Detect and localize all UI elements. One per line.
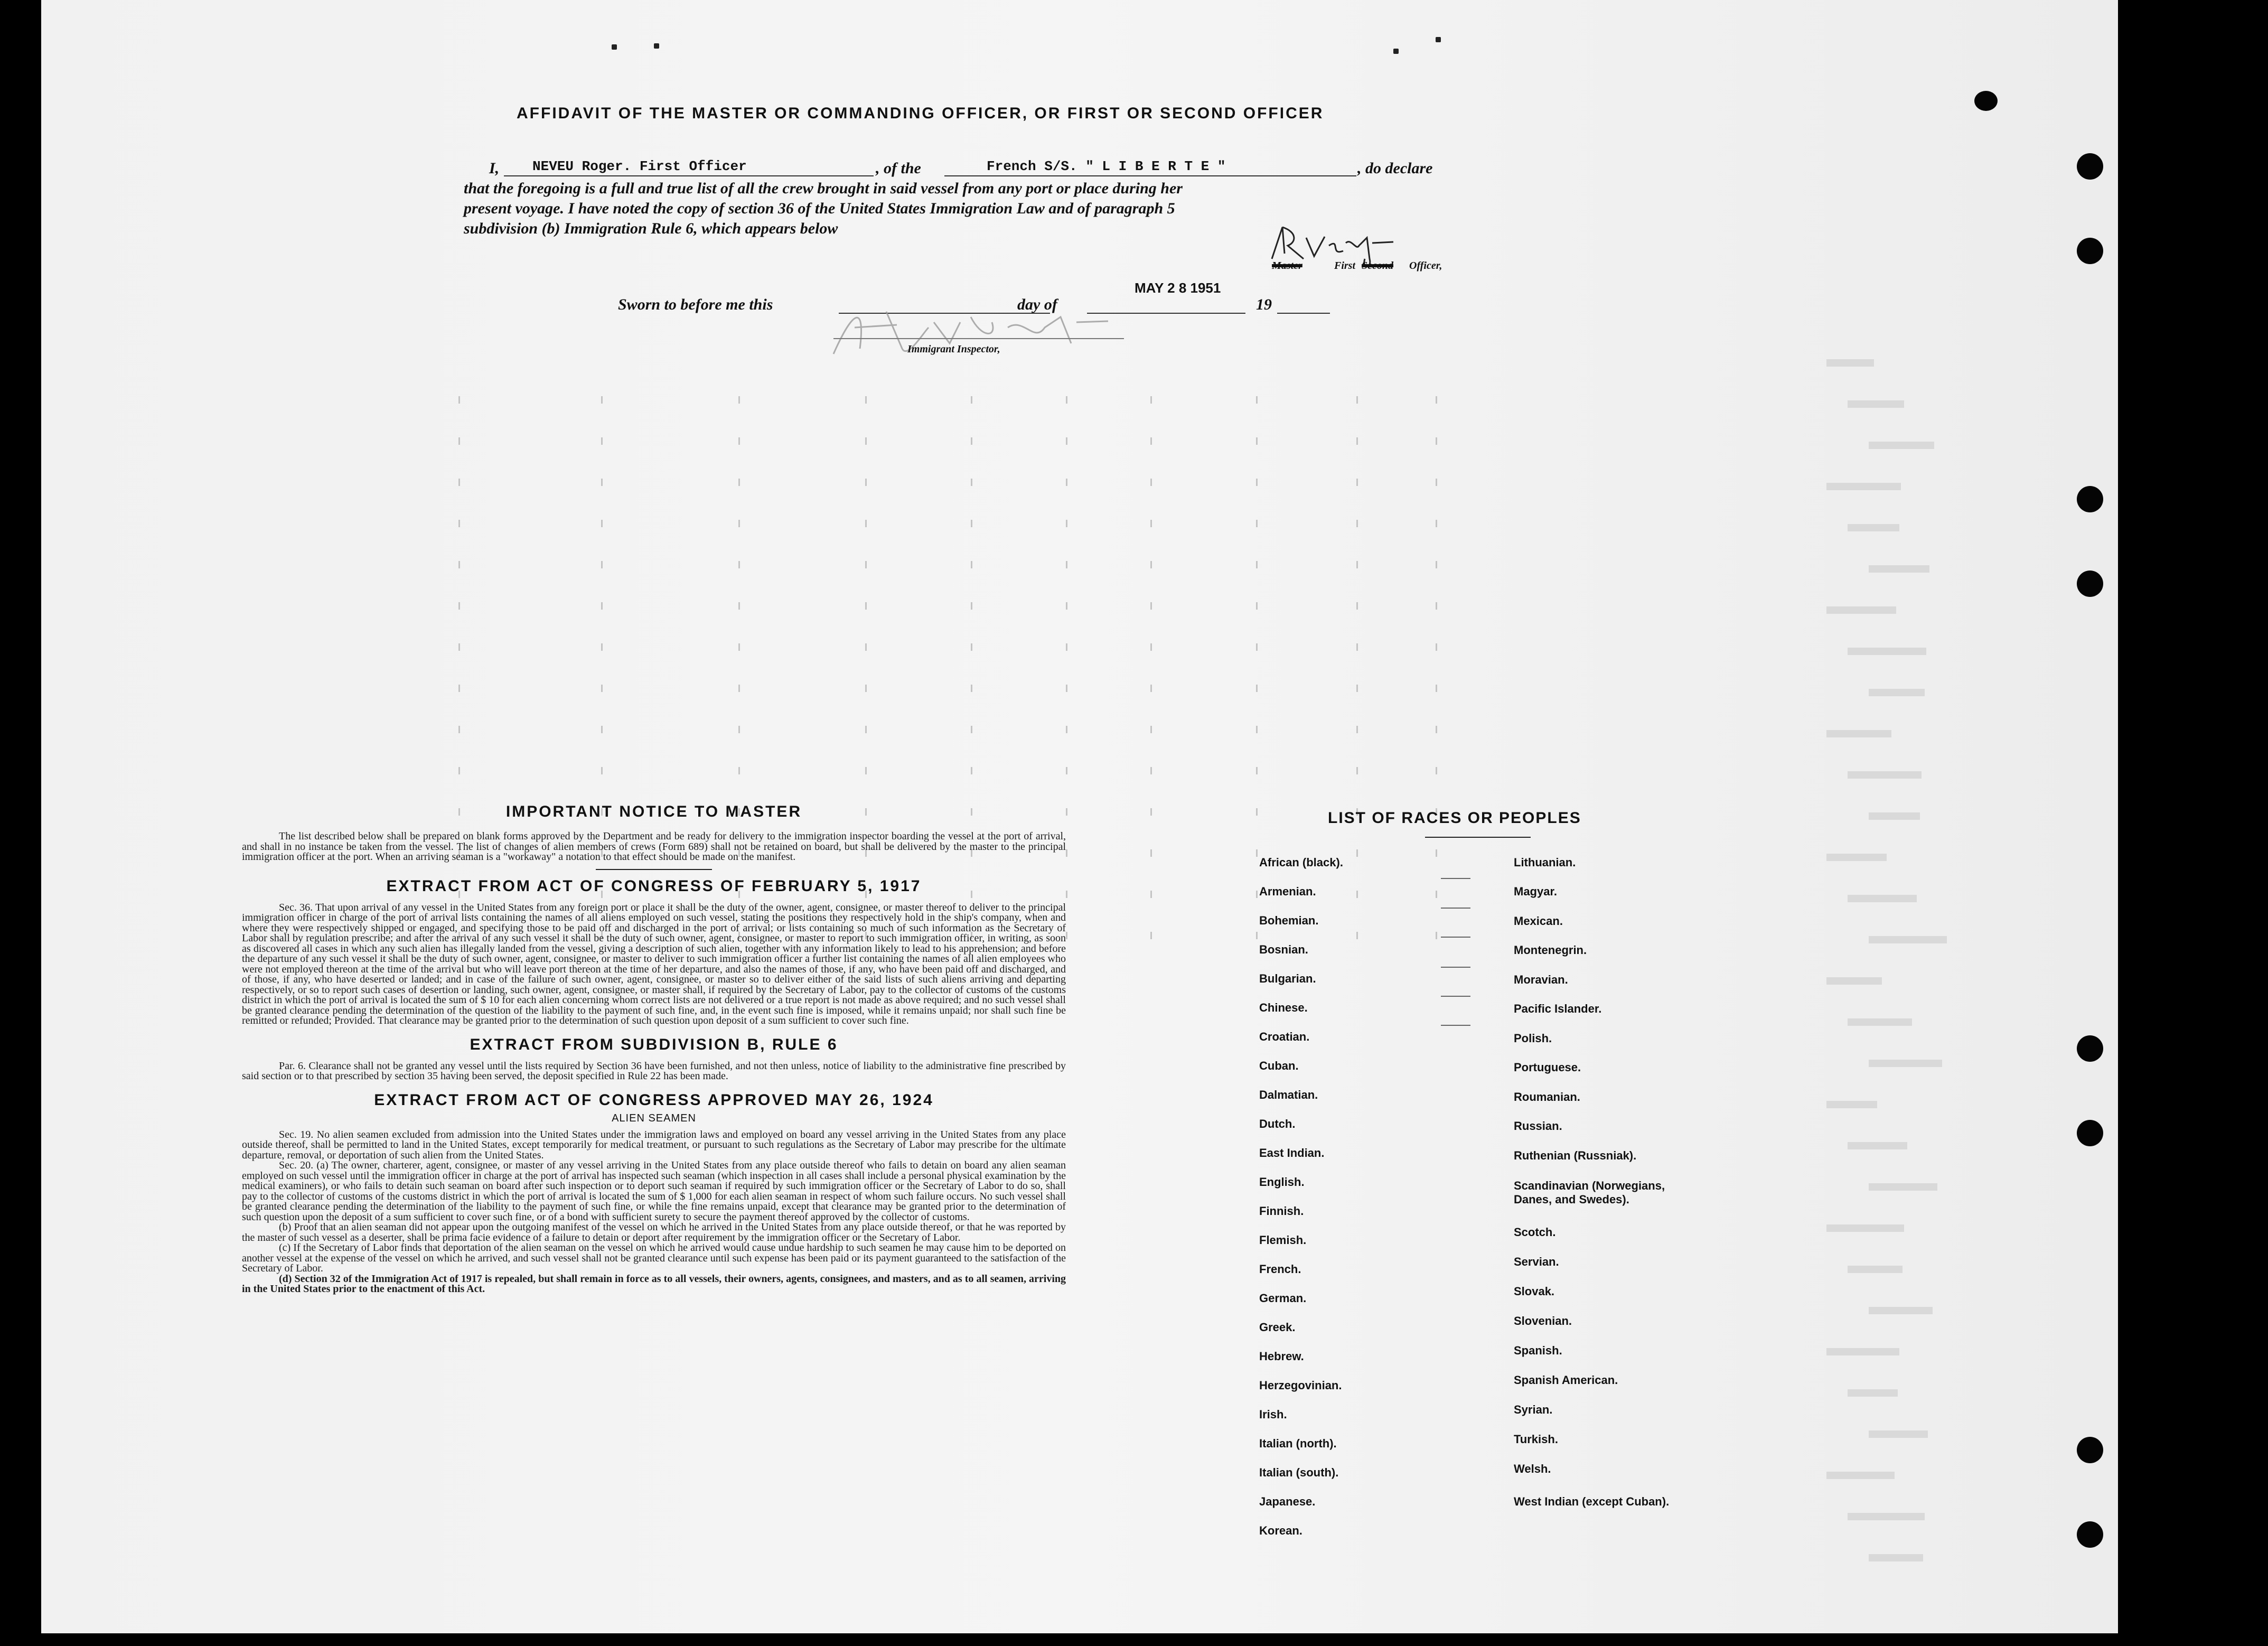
speck [1393, 49, 1399, 54]
sworn-text: Sworn to before me this [618, 296, 773, 313]
race-item-right: Spanish American. [1514, 1373, 1618, 1387]
day-of-text: day of [1017, 296, 1057, 313]
race-item-left: Chinese. [1259, 1001, 1308, 1014]
bleed-through-smudge [1848, 1018, 1912, 1026]
column-dash [1441, 908, 1470, 909]
bleed-through-tick [1256, 602, 1258, 610]
bleed-through-tick [971, 685, 972, 692]
bleed-through-tick [1436, 726, 1437, 733]
races-title: LIST OF RACES OR PEOPLES [1328, 809, 1581, 827]
bleed-through-tick [601, 602, 603, 610]
bleed-through-smudge [1826, 359, 1874, 367]
bleed-through-tick [1066, 685, 1067, 692]
punch-hole [2077, 571, 2103, 597]
race-item-right: Polish. [1514, 1032, 1552, 1045]
race-item-left: Japanese. [1259, 1495, 1316, 1508]
race-item-left: Herzegovinian. [1259, 1379, 1342, 1392]
bleed-through-tick [1436, 602, 1437, 610]
bleed-through-tick [601, 643, 603, 651]
bleed-through-tick [601, 767, 603, 774]
race-item-left: Korean. [1259, 1524, 1302, 1537]
bleed-through-smudge [1869, 442, 1934, 449]
bleed-through-tick [865, 726, 867, 733]
bleed-through-smudge [1848, 524, 1899, 531]
race-item-left: English. [1259, 1175, 1305, 1189]
bleed-through-tick [971, 437, 972, 445]
bleed-through-tick [1150, 602, 1152, 610]
bleed-through-tick [458, 685, 460, 692]
notice-title: IMPORTANT NOTICE TO MASTER [505, 803, 802, 820]
race-item-right: Magyar. [1514, 885, 1557, 898]
race-item-left: Italian (north). [1259, 1437, 1337, 1450]
punch-hole [2077, 1035, 2103, 1062]
bleed-through-tick [1150, 396, 1152, 404]
bleed-through-tick [738, 437, 740, 445]
bleed-through-tick [1066, 602, 1067, 610]
bleed-through-tick [1150, 849, 1152, 857]
bleed-through-tick [865, 685, 867, 692]
race-item-right: Scotch. [1514, 1226, 1556, 1239]
race-item-left: Greek. [1259, 1321, 1296, 1334]
extract-1924-sec19: Sec. 19. No alien seamen excluded from admission into the United States under the immigration laws and employed on board any vessel arriving in the United States from any place outside thereof, shall be permitted to land in the United States, except temporarily for medical treatment, or pursuant to such regulations as the Secretary of Labor may prescribe for the ultimate departure, removal, or deportation of such alien from the United States. [242, 1128, 1066, 1161]
race-item-right: Servian. [1514, 1255, 1559, 1268]
bleed-through-tick [1356, 520, 1358, 527]
extract-1924-title: EXTRACT FROM ACT OF CONGRESS APPROVED MAY 26, 1924 [374, 1091, 934, 1109]
bleed-through-tick [1356, 726, 1358, 733]
bleed-through-tick [458, 396, 460, 404]
bleed-through-smudge [1848, 771, 1922, 779]
column-dash [1441, 996, 1470, 997]
officer-title-struck-second: Second [1362, 260, 1393, 272]
race-item-left: German. [1259, 1292, 1307, 1305]
bleed-through-tick [458, 479, 460, 486]
extract-rule6-body: Par. 6. Clearance shall not be granted any vessel until the lists required by Section 36 have been furnished, and not then unless, notice of liability to the administrative fine prescribed by said section or to that prescribed by section 35 having been served, the deposit specified in Rule 22 has been made. [242, 1060, 1066, 1082]
race-item-right: Welsh. [1514, 1462, 1551, 1475]
bleed-through-tick [1256, 932, 1258, 939]
bleed-through-tick [1066, 643, 1067, 651]
bleed-through-tick [1150, 932, 1152, 939]
bleed-through-tick [458, 726, 460, 733]
i-label: I, [489, 160, 500, 177]
bleed-through-tick [601, 437, 603, 445]
bleed-through-tick [1356, 396, 1358, 404]
bleed-through-tick [738, 726, 740, 733]
bleed-through-tick [458, 643, 460, 651]
extract-1924-sec20b: (b) Proof that an alien seaman did not appear upon the outgoing manifest of the vessel on which he arrived in the United States from any place outside thereof, or that he was reported by the master of such vessel as a deserter, shall be prima facie evidence of a failure to detain or deport after requirement by the immigration officer or the Secretary of Labor. [242, 1221, 1066, 1243]
bleed-through-tick [865, 561, 867, 568]
bleed-through-tick [1436, 849, 1437, 857]
speck [612, 44, 617, 50]
race-item-left: Flemish. [1259, 1233, 1307, 1247]
bleed-through-smudge [1869, 936, 1947, 943]
bleed-through-tick [971, 396, 972, 404]
document-page [41, 0, 2118, 1633]
bleed-through-tick [1356, 932, 1358, 939]
race-item-right: Roumanian. [1514, 1090, 1580, 1103]
punch-hole [2077, 1437, 2103, 1463]
bleed-through-smudge [1869, 1307, 1933, 1314]
bleed-through-tick [1150, 437, 1152, 445]
bleed-through-tick [1436, 891, 1437, 898]
bleed-through-smudge [1826, 854, 1887, 861]
extract-rule6-title: EXTRACT FROM SUBDIVISION B, RULE 6 [470, 1035, 838, 1053]
bleed-through-smudge [1848, 1142, 1907, 1149]
year-text: 19 [1256, 296, 1272, 313]
extract-1917-title: EXTRACT FROM ACT OF CONGRESS OF FEBRUARY 5, 1917 [386, 877, 922, 895]
bleed-through-tick [1150, 726, 1152, 733]
bleed-through-smudge [1826, 730, 1891, 737]
race-item-right: West Indian (except Cuban). [1514, 1495, 1670, 1508]
bleed-through-tick [1066, 520, 1067, 527]
race-item-left: Dutch. [1259, 1117, 1296, 1130]
bleed-through-tick [1356, 561, 1358, 568]
bleed-through-tick [1256, 849, 1258, 857]
race-item-left: Hebrew. [1259, 1350, 1304, 1363]
bleed-through-tick [865, 643, 867, 651]
bleed-through-tick [601, 561, 603, 568]
race-item-left: Dalmatian. [1259, 1088, 1318, 1101]
bleed-through-tick [1356, 767, 1358, 774]
bleed-through-tick [1256, 396, 1258, 404]
bleed-through-smudge [1826, 606, 1896, 614]
affidavit-title: AFFIDAVIT OF THE MASTER OR COMMANDING OFFICER, OR FIRST OR SECOND OFFICER [517, 105, 1324, 122]
bleed-through-tick [1256, 726, 1258, 733]
officer-name: NEVEU Roger. First Officer [532, 158, 747, 174]
declaration-line-3: present voyage. I have noted the copy of section 36 of the United States Immigration Law and of paragraph 5 [464, 200, 1175, 217]
bleed-through-smudge [1848, 1266, 1903, 1273]
bleed-through-smudge [1826, 483, 1901, 490]
bleed-through-tick [1256, 520, 1258, 527]
extract-1924-sec20a: Sec. 20. (a) The owner, charterer, agent, consignee, or master of any vessel arriving in the United States from any place outside thereof who fails to detain on board any alien seaman employed on such vessel until the immigration officer in charge at the port of arrival has inspected such seaman (which inspection in all cases shall include a personal physical examination by the medical examiners), or who fails to detain such seaman on board after such inspection or to deport such seaman if required by such immigration officer or the Secretary of Labor to do so, shall pay to the collector of customs of the customs district in which the port of arrival is located the sum of $ 1,000 for each alien seaman in respect of whom such failure occurs. No such vessel shall be granted clearance pending the determination of the liability to the payment of such fine, or while the fine remains unpaid, except that clearance may be granted prior to the determination of such question upon the deposit of a sum sufficient to cover such fine, or of a bond with sufficient surety to secure the payment thereof approved by the collector of customs. [242, 1159, 1066, 1223]
column-dash [1441, 937, 1470, 938]
bleed-through-smudge [1848, 400, 1904, 408]
bleed-through-tick [865, 437, 867, 445]
punch-hole [2077, 1120, 2103, 1146]
extract-1924-sec20d: (d) Section 32 of the Immigration Act of 1917 is repealed, but shall remain in force as to all vessels, their owners, agents, consignees, and masters, and as to all seamen, arriving in the United States prior to the enactment of this Act. [242, 1273, 1066, 1295]
officer-title-struck: Master [1272, 260, 1302, 272]
bleed-through-tick [1436, 520, 1437, 527]
race-item-right: Slovenian. [1514, 1314, 1572, 1327]
bleed-through-tick [1066, 437, 1067, 445]
punch-hole [2077, 238, 2103, 264]
punch-hole [2077, 1521, 2103, 1548]
bleed-through-tick [1256, 479, 1258, 486]
race-item-left: Bulgarian. [1259, 972, 1316, 985]
punch-hole [1974, 91, 1998, 111]
bleed-through-tick [1150, 891, 1152, 898]
bleed-through-tick [1256, 767, 1258, 774]
race-item-left: Bohemian. [1259, 914, 1319, 927]
bleed-through-smudge [1869, 1430, 1928, 1438]
bleed-through-tick [971, 726, 972, 733]
bleed-through-smudge [1826, 977, 1882, 985]
bleed-through-tick [1256, 437, 1258, 445]
race-item-left: French. [1259, 1262, 1301, 1276]
bleed-through-tick [1356, 437, 1358, 445]
notice-section [242, 803, 1066, 1295]
bleed-through-tick [1436, 932, 1437, 939]
bleed-through-smudge [1869, 1183, 1937, 1191]
bleed-through-tick [1256, 643, 1258, 651]
punch-hole [2077, 486, 2103, 512]
bleed-through-smudge [1826, 1348, 1899, 1355]
bleed-through-tick [1066, 849, 1067, 857]
bleed-through-tick [1356, 479, 1358, 486]
bleed-through-tick [1356, 685, 1358, 692]
bleed-through-tick [1436, 396, 1437, 404]
race-item-right: Pacific Islander. [1514, 1002, 1602, 1015]
race-item-right: Mexican. [1514, 914, 1563, 928]
bleed-through-tick [738, 685, 740, 692]
bleed-through-tick [1066, 396, 1067, 404]
race-item-right: Moravian. [1514, 973, 1568, 986]
bleed-through-tick [601, 520, 603, 527]
bleed-through-tick [1436, 767, 1437, 774]
bleed-through-tick [458, 767, 460, 774]
extract-1924-subtitle: ALIEN SEAMEN [612, 1112, 696, 1124]
bleed-through-smudge [1826, 1101, 1877, 1108]
bleed-through-tick [458, 437, 460, 445]
bleed-through-tick [601, 396, 603, 404]
bleed-through-tick [1436, 479, 1437, 486]
bleed-through-tick [865, 767, 867, 774]
bleed-through-tick [865, 479, 867, 486]
bleed-through-tick [1066, 479, 1067, 486]
race-item-right: Scandinavian (Norwegians, Danes, and Swedes). [1514, 1179, 1665, 1206]
bleed-through-tick [738, 520, 740, 527]
column-dash [1441, 878, 1470, 879]
bleed-through-tick [601, 479, 603, 486]
bleed-through-tick [1256, 891, 1258, 898]
race-item-right: Portuguese. [1514, 1061, 1581, 1074]
race-item-right: Montenegrin. [1514, 943, 1587, 957]
declaration-line-4: subdivision (b) Immigration Rule 6, which appears below [464, 220, 838, 237]
race-item-left: Finnish. [1259, 1204, 1304, 1218]
race-item-left: Italian (south). [1259, 1466, 1339, 1479]
bleed-through-tick [601, 685, 603, 692]
bleed-through-tick [738, 643, 740, 651]
bleed-through-smudge [1826, 1472, 1895, 1479]
bleed-through-tick [865, 602, 867, 610]
race-item-right: Russian. [1514, 1119, 1562, 1133]
bleed-through-tick [1256, 685, 1258, 692]
bleed-through-tick [738, 396, 740, 404]
bleed-through-tick [1436, 643, 1437, 651]
bleed-through-tick [1066, 891, 1067, 898]
speck [654, 43, 659, 49]
bleed-through-tick [1150, 767, 1152, 774]
race-item-right: Spanish. [1514, 1344, 1562, 1357]
bleed-through-tick [738, 767, 740, 774]
bleed-through-tick [971, 561, 972, 568]
extract-1924-sec20c: (c) If the Secretary of Labor finds that deportation of the alien seaman on the vessel on which he arrived would cause undue hardship to such seamen he may cause him to be deported on another vessel at the expense of the vessel on which he arrived, and such vessel shall not be granted clearance until such expense has been paid or its payment guaranteed to the satisfaction of the Secretary of Labor. [242, 1242, 1066, 1274]
bleed-through-tick [1150, 643, 1152, 651]
bleed-through-smudge [1848, 895, 1917, 902]
bleed-through-tick [1150, 561, 1152, 568]
bleed-through-smudge [1869, 565, 1929, 573]
bleed-through-tick [1150, 685, 1152, 692]
race-item-left: Cuban. [1259, 1059, 1299, 1072]
column-dash [1441, 967, 1470, 968]
bleed-through-tick [1356, 891, 1358, 898]
race-item-right: Turkish. [1514, 1433, 1558, 1446]
punch-hole [2077, 153, 2103, 180]
bleed-through-tick [1066, 726, 1067, 733]
bleed-through-tick [865, 520, 867, 527]
bleed-through-tick [1066, 932, 1067, 939]
bleed-through-tick [1256, 561, 1258, 568]
bleed-through-tick [865, 396, 867, 404]
bleed-through-tick [458, 602, 460, 610]
bleed-through-smudge [1869, 689, 1925, 696]
bleed-through-smudge [1848, 648, 1926, 655]
extract-1917-body: Sec. 36. That upon arrival of any vessel in the United States from any foreign port or place it shall be the duty of the owner, agent, consignee, or master thereof to deliver to the principal immigration officer in charge of the port of arrival lists containing the names of all aliens employed on such vessel, stating the positions they respectively hold in the ship's company, when and where they were respectively shipped or engaged, and specifying those to be paid off and discharged in the port of arrival; or lists containing so much of such information as the Secretary of Labor shall by regulation prescribe; and after the arrival of any such vessel it shall be the duty of such owner, agent, consignee, or master to report to such immigration officer, in writing, as soon as discovered all cases in which any such alien has illegally landed from the vessel, giving a description of such alien, together with any information likely to lead to his apprehension; and before the departure of any such vessel it shall be the duty of such owner, agent, consignee, or master to deliver to such immigration officer a further list containing the names of all alien employees who were not employed thereon at the time of the arrival but who will leave port thereon at the time of her departure, and also the names of those, if any, who have been paid off and discharged, and of those, if any, who have deserted or landed; and in case of the failure of such owner, agent, consignee, or master so to deliver either of the said lists of such aliens arriving and departing respectively, or so to report such cases of desertion or landing, such owner, agent, consignee, or master shall, if required by the Secretary of Labor, pay to the collector of customs of the customs district in which the port of arrival is located the sum of $ 10 for each alien concerning whom correct lists are not delivered or a true report is not made as above required; and no such vessel shall be granted clearance pending the determination of the question of the liability to the payment of such fine, and, in the event such fine is imposed, while it remains unpaid; nor shall such fine be remitted or refunded; Provided. That clearance may be granted prior to the determination of such question upon deposit of a sum sufficient to cover such fine. [242, 901, 1066, 1026]
bleed-through-tick [1436, 561, 1437, 568]
bleed-through-tick [458, 520, 460, 527]
bleed-through-tick [1256, 808, 1258, 816]
bleed-through-tick [971, 479, 972, 486]
race-item-right: Lithuanian. [1514, 856, 1576, 869]
race-item-left: Irish. [1259, 1408, 1287, 1421]
declaration-line-2: that the foregoing is a full and true list of all the crew brought in said vessel from any port or place during her [464, 180, 1183, 197]
race-item-right: Ruthenian (Russniak). [1514, 1149, 1637, 1162]
date-stamp: MAY 2 8 1951 [1135, 280, 1221, 296]
officer-title-first: First [1334, 260, 1356, 272]
race-item-left: Croatian. [1259, 1030, 1310, 1043]
bleed-through-smudge [1848, 1513, 1925, 1520]
race-item-left: East Indian. [1259, 1146, 1325, 1159]
bleed-through-smudge [1826, 1224, 1904, 1232]
column-dash [1441, 1025, 1470, 1026]
bleed-through-tick [1356, 643, 1358, 651]
bleed-through-tick [738, 602, 740, 610]
bleed-through-tick [458, 561, 460, 568]
bleed-through-tick [1066, 561, 1067, 568]
officer-title-suffix: Officer, [1409, 260, 1442, 272]
bleed-through-tick [1150, 479, 1152, 486]
speck [1436, 37, 1441, 42]
bleed-through-tick [971, 520, 972, 527]
race-item-right: Slovak. [1514, 1285, 1555, 1298]
bleed-through-smudge [1848, 1389, 1898, 1397]
race-item-left: African (black). [1259, 856, 1343, 869]
bleed-through-smudge [1869, 1554, 1923, 1561]
bleed-through-tick [1356, 849, 1358, 857]
race-item-left: Bosnian. [1259, 943, 1308, 956]
bleed-through-tick [1066, 808, 1067, 816]
bleed-through-tick [1356, 602, 1358, 610]
bleed-through-tick [1150, 808, 1152, 816]
bleed-through-tick [971, 643, 972, 651]
vessel-name: French S/S. " L I B E R T E " [987, 158, 1226, 174]
do-declare-text: , do declare [1357, 160, 1433, 177]
notice-body: The list described below shall be prepared on blank forms approved by the Department and be ready for delivery to the immigration inspector boarding the vessel at the port of arrival, and shall in no instance be taken from the vessel. The list of changes of alien members of crews (Form 689) shall not be retained on board, but shall be delivered by the master to the principal immigration officer at the port. When an arriving seaman is a "workaway" a notation to that effect should be made on the manifest. [242, 830, 1066, 863]
inspector-label: Immigrant Inspector, [907, 343, 1000, 355]
bleed-through-tick [738, 479, 740, 486]
bleed-through-tick [1066, 767, 1067, 774]
bleed-through-tick [738, 561, 740, 568]
bleed-through-tick [1150, 520, 1152, 527]
bleed-through-tick [971, 602, 972, 610]
bleed-through-smudge [1869, 812, 1920, 820]
bleed-through-tick [601, 726, 603, 733]
race-item-right: Syrian. [1514, 1403, 1553, 1416]
bleed-through-tick [971, 767, 972, 774]
bleed-through-smudge [1869, 1060, 1942, 1067]
of-the-text: , of the [876, 160, 921, 177]
bleed-through-tick [1436, 437, 1437, 445]
race-item-left: Armenian. [1259, 885, 1316, 898]
bleed-through-tick [1436, 685, 1437, 692]
